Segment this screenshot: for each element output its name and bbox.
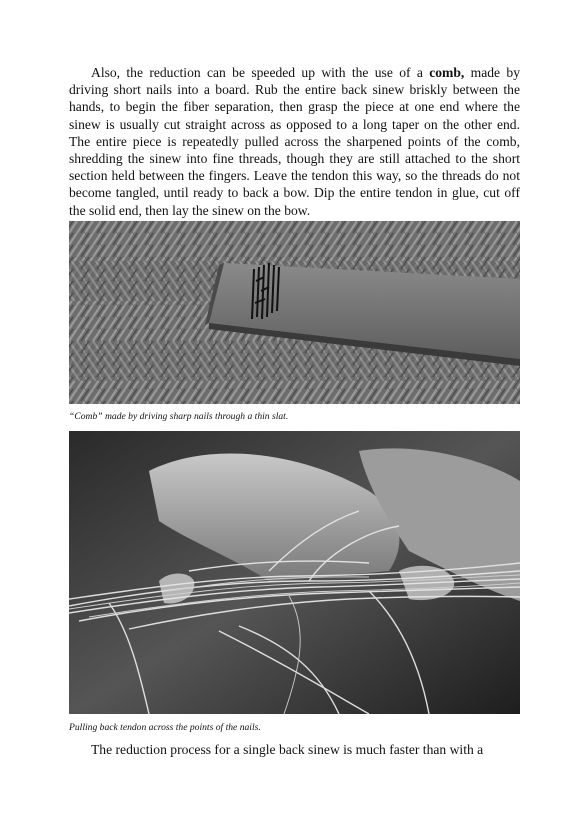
comb-term: comb, [429, 65, 465, 80]
body-paragraph-1 [69, 64, 520, 219]
figure-caption-2: Pulling back tendon across the points of the nails. [69, 722, 261, 733]
figure-caption-1: “Comb” made by driving sharp nails through a thin slat. [69, 411, 289, 422]
body-paragraph-2: The reduction process for a single back sinew is much faster than with a [91, 742, 484, 757]
paragraph-1-text-start: Also, the reduction can be speeded up with the use of a [91, 65, 430, 80]
paragraph-1-text-end: made by driving short nails into a board. Rub the entire back sinew briskly between the hands, to begin the fiber separation, then grasp the piece at one end where the sinew is usually cut straight across as opposed to a long taper on the other end. The entire piece is repeatedly pulled across the sharpened points of the comb, shredding the sinew into fine threads, though they are still attached to the short section held between the fingers. Leave the tendon this way, so the threads do not become tangled, until ready to back a bow. Dip the entire tendon in glue, cut off the solid end, then lay the sinew on the bow. [69, 65, 520, 218]
tendon-pulling-photo [69, 431, 520, 714]
comb-photo [69, 221, 520, 404]
